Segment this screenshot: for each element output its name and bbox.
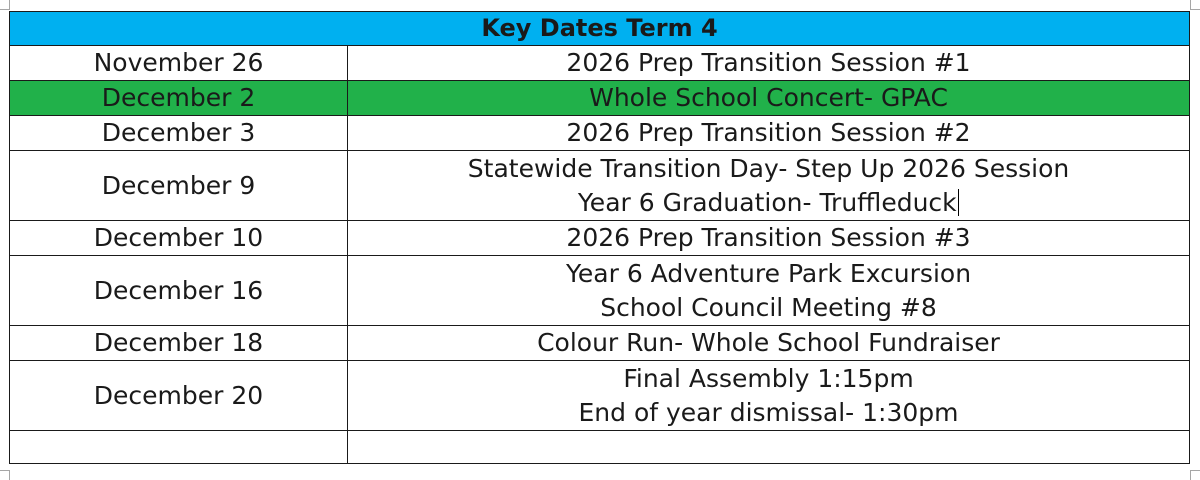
event-text: Year 6 Adventure Park Excursion (565, 258, 972, 288)
date-cell[interactable]: December 3 (10, 116, 348, 151)
event-cell[interactable] (348, 151, 1190, 221)
table-row (10, 46, 1190, 81)
event-text: 2026 Prep Transition Session #2 (566, 118, 971, 147)
table-row (10, 151, 1190, 221)
event-cell[interactable] (348, 431, 1190, 464)
table-row (10, 361, 1190, 431)
crop-mark-bottom-right (1190, 470, 1200, 480)
crop-mark-bottom-left (0, 470, 10, 480)
date-cell[interactable]: December 2 (10, 81, 348, 116)
date-cell[interactable]: December 20 (10, 361, 348, 431)
crop-mark-top-right (1190, 0, 1200, 10)
date-cell[interactable]: December 9 (10, 151, 348, 221)
event-cell[interactable] (348, 361, 1190, 431)
event-text: Final Assembly 1:15pm (623, 363, 914, 393)
text-cursor (958, 189, 960, 216)
event-text: End of year dismissal- 1:30pm (578, 397, 959, 427)
table-row (10, 221, 1190, 256)
table-row (10, 256, 1190, 326)
date-cell[interactable]: December 18 (10, 326, 348, 361)
crop-mark-top-left (0, 0, 10, 10)
event-text: Statewide Transition Day- Step Up 2026 Session (467, 153, 1070, 183)
table-title: Key Dates Term 4 (10, 12, 1190, 46)
event-cell[interactable] (348, 116, 1190, 151)
event-text: 2026 Prep Transition Session #3 (566, 223, 971, 252)
date-cell[interactable]: November 26 (10, 46, 348, 81)
event-cell[interactable] (348, 221, 1190, 256)
event-text: School Council Meeting #8 (600, 292, 937, 322)
event-text: Colour Run- Whole School Fundraiser (537, 328, 1000, 357)
table-header-row (10, 12, 1190, 46)
table-row (10, 326, 1190, 361)
table-row (10, 116, 1190, 151)
event-text: 2026 Prep Transition Session #1 (566, 48, 971, 77)
table-row-highlighted (10, 81, 1190, 116)
date-cell[interactable]: December 16 (10, 256, 348, 326)
event-cell[interactable] (348, 81, 1190, 116)
date-cell[interactable]: December 10 (10, 221, 348, 256)
event-cell[interactable] (348, 326, 1190, 361)
event-text-line-2 (348, 186, 1189, 220)
key-dates-table (9, 11, 1190, 464)
event-text: Year 6 Graduation- Truffleduck (577, 187, 957, 217)
date-cell[interactable] (10, 431, 348, 464)
event-cell[interactable] (348, 256, 1190, 326)
table-row-empty (10, 431, 1190, 464)
event-text: Whole School Concert- GPAC (589, 83, 948, 112)
event-cell[interactable] (348, 46, 1190, 81)
